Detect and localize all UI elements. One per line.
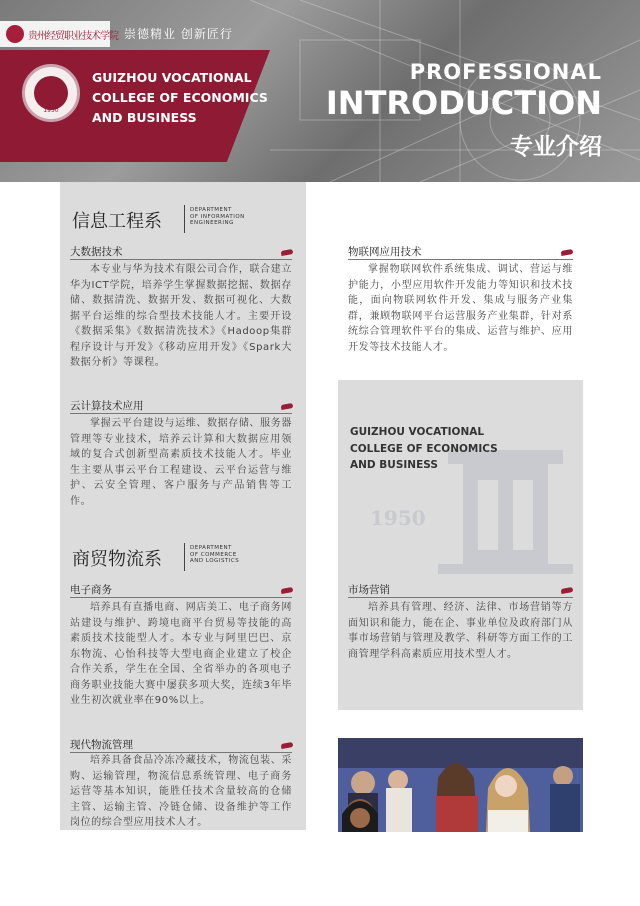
- major-desc-marketing: 培养具有管理、经济、法律、市场营销等方面知识和能力，能在企、事业单位及政府部门从事市场营销与管理及教学、科研等方面工作的工商管理学科高素质应用技术型人才。: [348, 602, 573, 660]
- college-seal-icon: [22, 64, 80, 122]
- college-logo: [0, 21, 118, 47]
- leaf-icon: [561, 249, 574, 256]
- college-name-line2: COLLEGE OF ECONOMICS: [92, 90, 268, 105]
- dept-title-commerce-en: DEPARTMENT OF COMMERCE AND LOGISTICS: [190, 545, 240, 564]
- right-college-line1: GUIZHOU VOCATIONAL: [350, 426, 485, 438]
- section-rule: [70, 597, 292, 598]
- title-professional: PROFESSIONAL: [409, 60, 602, 84]
- major-desc-iot: 掌握物联网软件系统集成、调试、营运与维护能力，小型应用软件开发能力等知识和技术技能，面向物联网软件开发、集成与服务产业集群，兼顾物联网平台运营服务产业集群，针对系统综合管理软件平台的集成、运营与维护、应用开发等技术技能人才。: [348, 264, 573, 353]
- major-title-logistics: 现代物流管理: [70, 739, 133, 751]
- watermark-year: 1950: [370, 506, 426, 530]
- students-photo-illustration: [338, 738, 583, 832]
- seal-gate-icon: [34, 76, 68, 110]
- major-title-ecommerce: 电子商务: [70, 584, 112, 596]
- students-photo: [338, 738, 583, 832]
- right-college-line3: AND BUSINESS: [350, 459, 438, 471]
- right-college-line2: COLLEGE OF ECONOMICS: [350, 442, 498, 455]
- dept-divider: [184, 543, 185, 571]
- dept-title-info: 信息工程系: [72, 211, 162, 232]
- title-introduction: INTRODUCTION: [325, 84, 602, 122]
- dept-divider: [184, 205, 185, 233]
- section-rule: [70, 259, 292, 260]
- major-desc-cloud: 掌握云平台建设与运维、数据存储、服务器管理等专业技术，培养云计算和大数据应用领域的复合式创新型高素质技术技能人才。毕业生主要从事云平台工程建设、云平台运营与维护、云安全管理、客户服务与产品销售等工作。: [70, 418, 292, 507]
- section-rule: [70, 413, 292, 414]
- college-name-line1: GUIZHOU VOCATIONAL: [92, 70, 252, 85]
- logo-seal-icon: [6, 25, 24, 43]
- college-name-en: [92, 68, 268, 128]
- major-desc-logistics: 培养具备食品冷冻冷藏技术，物流包装、采购、运输管理，物流信息系统管理、电子商务运营等基本知识，能胜任技术含量较高的仓储主管、运输主管、冷链仓储、设备维护等工作岗位的综合型应用技术人才。: [70, 755, 292, 828]
- logo-text: 贵州经贸职业技术学院: [28, 31, 118, 42]
- college-name-line3: AND BUSINESS: [92, 110, 197, 125]
- section-rule: [348, 259, 573, 260]
- title-chinese: 专业介绍: [510, 134, 602, 160]
- motto: 崇德精业 创新匠行: [124, 27, 233, 41]
- major-desc-ecommerce: 培养具有直播电商、网店美工、电子商务网站建设与维护、跨境电商平台贸易等技能的高素质技术技能型人才。本专业与阿里巴巴、京东物流、心怡科技等大型电商企业建立了校企合作关系，学生在全国、全省举办的各项电子商务职业技能大赛中屡获多项大奖，连续3年毕业生初次就业率在90%以上。: [70, 602, 292, 706]
- major-desc-bigdata: 本专业与华为技术有限公司合作，联合建立华为ICT学院，培养学生掌握数据挖掘、数据存储、数据清洗、数据开发、数据可视化、大数据平台运维的综合型技术技能人才。主要开设《数据采集》《数据清洗技术》《Hadoop集群程序设计与开发》《移动应用开发》《Spark大数据分析》等课程。: [70, 264, 292, 368]
- major-title-cloud: 云计算技术应用: [70, 400, 144, 412]
- dept-title-info-en: DEPARTMENT OF INFORMATION ENGINEERING: [190, 207, 245, 226]
- major-title-bigdata: 大数据技术: [70, 246, 123, 258]
- right-panel-college-name: [350, 424, 498, 474]
- major-title-marketing: 市场营销: [348, 584, 390, 596]
- major-title-iot: 物联网应用技术: [348, 246, 422, 258]
- seal-year: 1950: [43, 107, 59, 114]
- section-rule: [348, 597, 573, 598]
- dept-title-commerce: 商贸物流系: [72, 549, 162, 570]
